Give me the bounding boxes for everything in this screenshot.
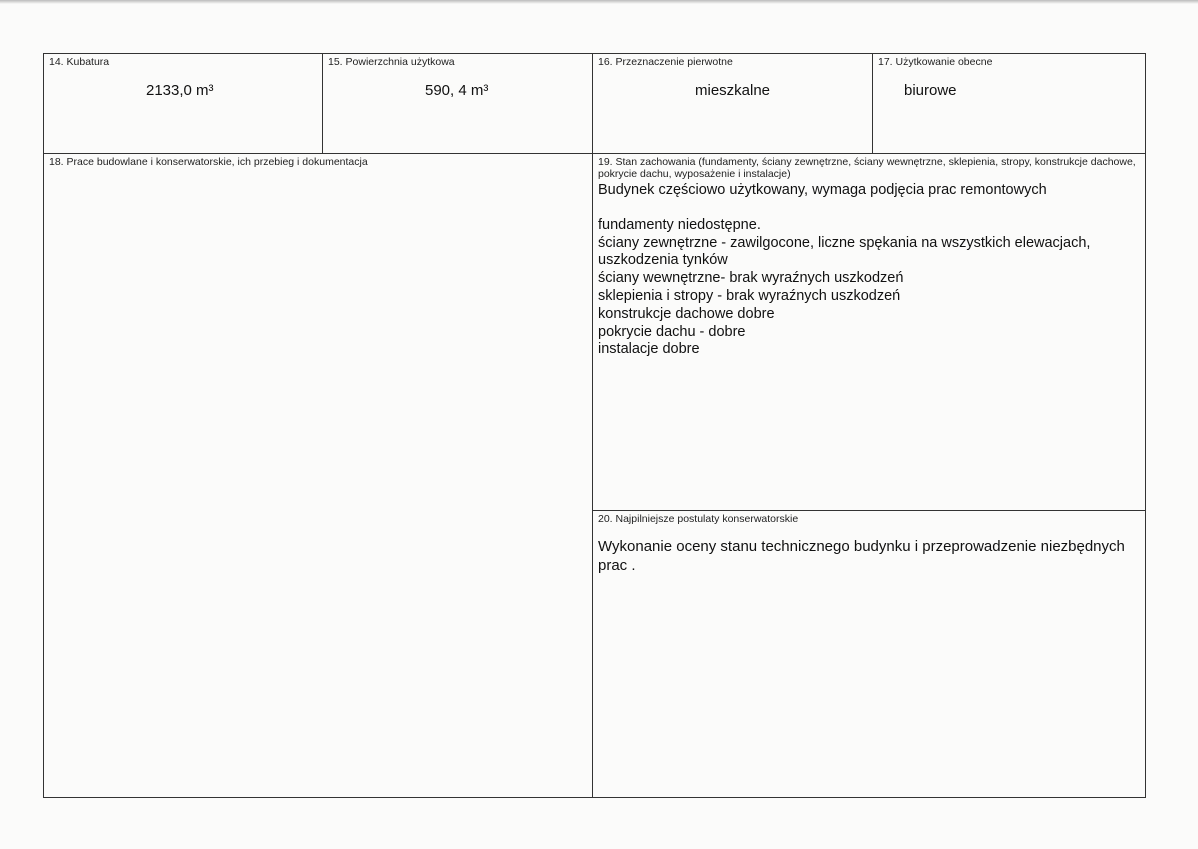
label-powierzchnia: 15. Powierzchnia użytkowa [328,56,455,68]
stan-line: sklepienia i stropy - brak wyraźnych uszkodzeń [598,287,901,304]
cell-przeznaczenie [592,53,873,154]
label-stan: 19. Stan zachowania (fundamenty, ściany zewnętrzne, ściany wewnętrzne, sklepienia, stropy, konstrukcje dachowe, pokrycie dachu, wyposażenie i instalacje) [598,156,1136,180]
cell-prace [43,153,593,798]
stan-line: pokrycie dachu - dobre [598,323,746,340]
cell-postulaty [592,510,1146,798]
stan-content [598,182,1140,359]
postulaty-flow [598,513,1140,575]
label-uzytkowanie: 17. Użytkowanie obecne [878,56,993,68]
cell-powierzchnia [322,53,593,154]
stan-line: instalacje dobre [598,341,700,358]
value-kubatura: 2133,0 m³ [146,82,214,99]
label-kubatura: 14. Kubatura [49,56,110,68]
stan-line: ściany wewnętrzne- brak wyraźnych uszkodzeń [598,270,904,287]
label-postulaty: 20. Najpilniejsze postulaty konserwatorskie [598,513,799,525]
label-przeznaczenie: 16. Przeznaczenie pierwotne [598,56,733,68]
stan-line: ściany zewnętrzne - zawilgocone, liczne spękania na wszystkich elewacjach, uszkodzenia tynków [598,234,1091,269]
value-przeznaczenie: mieszkalne [695,82,771,99]
stan-summary: Budynek częściowo użytkowany, wymaga podjęcia prac remontowych [598,182,1047,198]
cell-stan [592,153,1146,511]
stan-line: fundamenty niedostępne. [598,216,761,233]
cell-uzytkowanie [872,53,1146,154]
stan-flow [598,156,1140,359]
label-prace: 18. Prace budowlane i konserwatorskie, ich przebieg i dokumentacja [49,156,368,168]
cell-kubatura [43,53,323,154]
scan-edge [0,0,1198,4]
value-uzytkowanie: biurowe [904,82,957,99]
stan-line: konstrukcje dachowe dobre [598,305,775,322]
value-powierzchnia: 590, 4 m³ [425,82,489,99]
value-postulaty: Wykonanie oceny stanu technicznego budynku i przeprowadzenie niezbędnych prac . [598,538,1125,574]
